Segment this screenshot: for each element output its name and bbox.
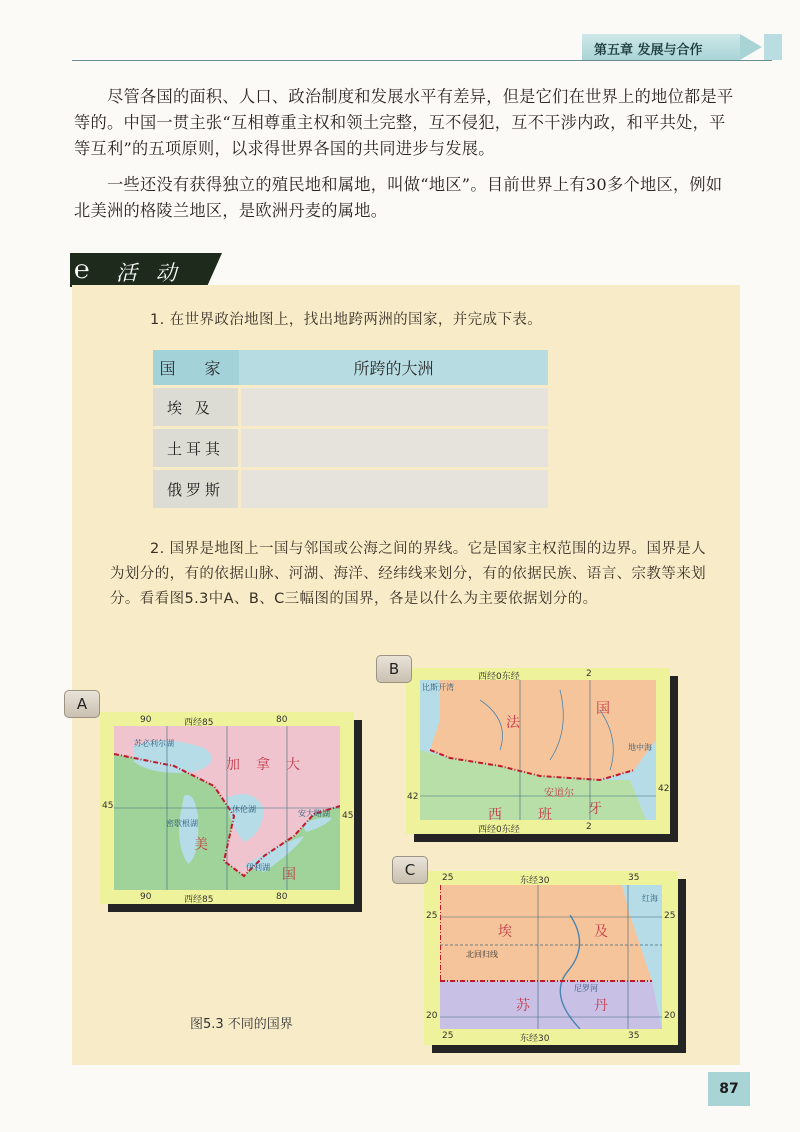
map-a-country: 国 xyxy=(282,867,296,883)
map-c-tick: 25 xyxy=(442,1031,454,1041)
map-c-tropic-label: 北回归线 xyxy=(466,950,498,959)
map-a-water: 安大略湖 xyxy=(298,809,330,818)
map-b-country: 安道尔 xyxy=(544,788,574,799)
activity-badge xyxy=(70,253,222,287)
map-a-tick: 西经85 xyxy=(184,718,214,728)
map-c-water: 红海 xyxy=(642,894,658,903)
map-c-label: C xyxy=(392,856,428,884)
table-cell-answer[interactable] xyxy=(239,387,548,428)
paragraph-equality xyxy=(74,84,736,162)
map-a xyxy=(100,712,362,912)
map-a-water: 苏必利尔湖 xyxy=(134,739,174,748)
map-c-country: 及 xyxy=(594,924,608,940)
map-c xyxy=(424,871,686,1053)
table-row xyxy=(153,469,548,509)
chapter-tab xyxy=(582,34,782,60)
question-2-text: 2. 国界是地图上一国与邻国或公海之间的界线。它是国家主权范围的边界。国界是人为划分的，有的依据山脉、河湖、海洋、经纬线来划分，有的依据民族、语言、宗教等来划分。看看图5.3中A、B、C三幅图的国界，各是以什么为主要依据划分的。 xyxy=(110,541,707,607)
map-b-country: 西 xyxy=(488,807,502,823)
map-a-tick: 80 xyxy=(276,892,288,902)
activity-label: 活 动 xyxy=(116,261,183,285)
map-a-label: A xyxy=(64,690,100,718)
table-cell-answer[interactable] xyxy=(239,469,548,509)
map-c-country: 苏 xyxy=(516,998,530,1014)
map-c-tick: 25 xyxy=(664,911,676,921)
table-header-country: 国 家 xyxy=(153,350,239,387)
paragraph-regions xyxy=(74,172,736,224)
map-c-tick: 20 xyxy=(426,1011,438,1021)
map-a-country: 美 xyxy=(194,837,208,853)
map-a-tick: 80 xyxy=(276,715,288,725)
map-c-tick: 25 xyxy=(442,873,454,883)
chapter-title: 第五章 发展与合作 xyxy=(594,43,703,58)
map-c-tick: 25 xyxy=(426,911,438,921)
table-row xyxy=(153,428,548,469)
map-a-tick: 90 xyxy=(140,892,152,902)
map-b-country: 国 xyxy=(596,701,610,717)
map-c-country: 埃 xyxy=(498,924,512,940)
map-c-water: 尼罗河 xyxy=(574,984,598,993)
table-cell-country: 俄罗斯 xyxy=(153,469,239,509)
header-rule xyxy=(72,60,772,61)
map-a-country: 加 xyxy=(226,757,240,773)
map-b-tick: 42 xyxy=(658,784,670,794)
map-b-water: 比斯开湾 xyxy=(422,683,454,692)
map-c-tick: 35 xyxy=(628,1031,640,1041)
map-b xyxy=(406,668,678,842)
table-header-row xyxy=(153,350,548,387)
continents-table xyxy=(153,350,548,508)
map-b-drawing xyxy=(420,680,656,820)
map-a-tick: 45 xyxy=(102,801,114,811)
table-header-continents: 所跨的大洲 xyxy=(239,350,548,387)
map-b-tick: 42 xyxy=(407,792,419,802)
map-a-country: 大 xyxy=(286,757,300,773)
map-b-label: B xyxy=(376,655,412,683)
paragraph-equality-text: 尽管各国的面积、人口、政治制度和发展水平有差异，但是它们在世界上的地位都是平等的。中国一贯主张“互相尊重主权和领土完整，互不侵犯，互不干涉内政，和平共处，平等互利”的五项原则，以求得世界各国的共同进步与发展。 xyxy=(74,87,734,158)
figure-caption: 图5.3 不同的国界 xyxy=(190,1017,293,1032)
map-a-country: 拿 xyxy=(256,757,270,773)
table-row xyxy=(153,387,548,428)
map-a-tick: 90 xyxy=(140,715,152,725)
question-2 xyxy=(110,537,718,612)
map-b-tick: 2 xyxy=(586,822,592,832)
map-c-tick: 20 xyxy=(664,1011,676,1021)
table-cell-answer[interactable] xyxy=(239,428,548,469)
map-c-tick: 35 xyxy=(628,873,640,883)
map-b-tick: 2 xyxy=(586,669,592,679)
map-b-country: 班 xyxy=(538,807,552,823)
question-1: 1. 在世界政治地图上，找出地跨两洲的国家，并完成下表。 xyxy=(150,312,543,328)
map-b-country: 牙 xyxy=(588,801,602,817)
map-b-tick: 西经0东经 xyxy=(478,672,520,682)
activity-swirl-icon: ℮ xyxy=(74,255,90,285)
map-a-tick: 西经85 xyxy=(184,895,214,905)
map-c-tick: 东经30 xyxy=(520,1034,550,1044)
map-c-country: 丹 xyxy=(594,998,608,1014)
map-a-water: 休伦湖 xyxy=(232,805,256,814)
map-a-tick: 45 xyxy=(342,811,354,821)
table-cell-country: 埃 及 xyxy=(153,387,239,428)
map-a-water: 伊利湖 xyxy=(246,863,270,872)
map-b-country: 法 xyxy=(506,715,520,731)
paragraph-regions-text: 一些还没有获得独立的殖民地和属地，叫做“地区”。目前世界上有30多个地区，例如北美洲的格陵兰地区，是欧洲丹麦的属地。 xyxy=(74,175,723,220)
map-b-water: 地中海 xyxy=(628,743,652,752)
table-cell-country: 土耳其 xyxy=(153,428,239,469)
map-a-water: 密歇根湖 xyxy=(166,819,198,828)
map-c-tick: 东经30 xyxy=(520,876,550,886)
page-number: 87 xyxy=(708,1072,750,1106)
map-b-tick: 西经0东经 xyxy=(478,825,520,835)
